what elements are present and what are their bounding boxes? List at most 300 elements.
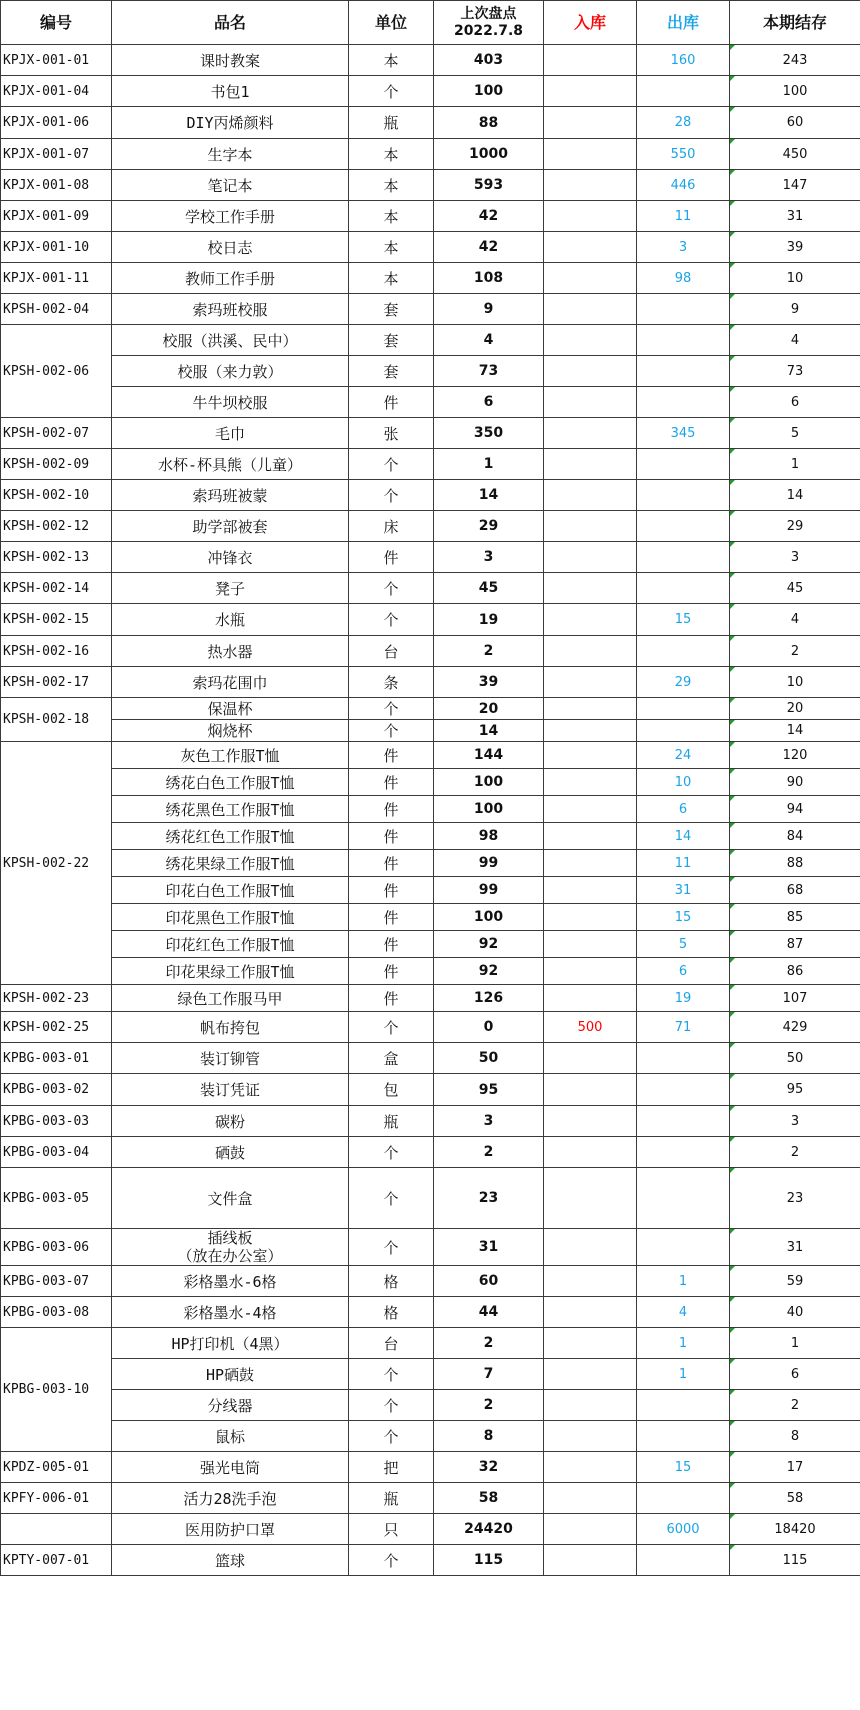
cell-out[interactable] xyxy=(637,573,730,604)
cell-balance[interactable]: 107 xyxy=(730,985,860,1012)
cell-prev-count[interactable]: 350 xyxy=(434,418,544,449)
cell-out[interactable]: 1 xyxy=(637,1359,730,1390)
cell-prev-count[interactable]: 24420 xyxy=(434,1514,544,1545)
header-unit[interactable]: 单位 xyxy=(349,1,434,45)
cell-prev-count[interactable]: 4 xyxy=(434,325,544,356)
cell-prev-count[interactable]: 3 xyxy=(434,542,544,573)
cell-prev-count[interactable]: 2 xyxy=(434,636,544,667)
cell-balance[interactable]: 29 xyxy=(730,511,860,542)
cell-unit[interactable]: 条 xyxy=(349,667,434,698)
cell-unit[interactable]: 套 xyxy=(349,294,434,325)
cell-unit[interactable]: 瓶 xyxy=(349,1106,434,1137)
cell-in[interactable] xyxy=(544,742,637,769)
cell-code[interactable]: KPBG-003-01 xyxy=(1,1043,112,1074)
cell-prev-count[interactable]: 1000 xyxy=(434,139,544,170)
cell-balance[interactable]: 88 xyxy=(730,850,860,877)
cell-in[interactable] xyxy=(544,604,637,636)
cell-item-name[interactable]: 医用防护口罩 xyxy=(112,1514,349,1545)
cell-in[interactable] xyxy=(544,325,637,356)
cell-prev-count[interactable]: 32 xyxy=(434,1452,544,1483)
cell-balance[interactable]: 450 xyxy=(730,139,860,170)
cell-prev-count[interactable]: 92 xyxy=(434,958,544,985)
cell-item-name[interactable]: 印花红色工作服T恤 xyxy=(112,931,349,958)
cell-balance[interactable]: 59 xyxy=(730,1266,860,1297)
cell-item-name[interactable]: 碳粉 xyxy=(112,1106,349,1137)
cell-out[interactable] xyxy=(637,511,730,542)
cell-code[interactable]: KPJX-001-11 xyxy=(1,263,112,294)
cell-unit[interactable]: 个 xyxy=(349,698,434,720)
cell-balance[interactable]: 2 xyxy=(730,1390,860,1421)
cell-out[interactable]: 1 xyxy=(637,1266,730,1297)
cell-unit[interactable]: 台 xyxy=(349,1328,434,1359)
cell-prev-count[interactable]: 99 xyxy=(434,850,544,877)
cell-in[interactable] xyxy=(544,958,637,985)
cell-unit[interactable]: 本 xyxy=(349,263,434,294)
cell-in[interactable] xyxy=(544,511,637,542)
cell-in[interactable] xyxy=(544,796,637,823)
cell-out[interactable] xyxy=(637,1545,730,1576)
cell-unit[interactable]: 个 xyxy=(349,1229,434,1266)
cell-balance[interactable]: 14 xyxy=(730,480,860,511)
cell-item-name[interactable]: 强光电筒 xyxy=(112,1452,349,1483)
cell-in[interactable] xyxy=(544,294,637,325)
cell-out[interactable]: 15 xyxy=(637,1452,730,1483)
cell-balance[interactable]: 5 xyxy=(730,418,860,449)
cell-code[interactable]: KPJX-001-01 xyxy=(1,45,112,76)
cell-item-name[interactable]: 水杯-杯具熊（儿童） xyxy=(112,449,349,480)
cell-prev-count[interactable]: 73 xyxy=(434,356,544,387)
cell-balance[interactable]: 2 xyxy=(730,636,860,667)
cell-out[interactable]: 31 xyxy=(637,877,730,904)
cell-out[interactable] xyxy=(637,325,730,356)
cell-out[interactable] xyxy=(637,720,730,742)
cell-prev-count[interactable]: 7 xyxy=(434,1359,544,1390)
cell-out[interactable]: 550 xyxy=(637,139,730,170)
cell-in[interactable] xyxy=(544,573,637,604)
cell-balance[interactable]: 4 xyxy=(730,325,860,356)
cell-out[interactable] xyxy=(637,1137,730,1168)
cell-in[interactable] xyxy=(544,823,637,850)
cell-in[interactable] xyxy=(544,1168,637,1229)
cell-in[interactable] xyxy=(544,449,637,480)
cell-unit[interactable]: 包 xyxy=(349,1074,434,1106)
cell-item-name[interactable]: 热水器 xyxy=(112,636,349,667)
header-balance[interactable]: 本期结存 xyxy=(730,1,860,45)
cell-code[interactable]: KPSH-002-04 xyxy=(1,294,112,325)
cell-code[interactable]: KPSH-002-17 xyxy=(1,667,112,698)
cell-unit[interactable]: 件 xyxy=(349,823,434,850)
cell-out[interactable]: 6 xyxy=(637,958,730,985)
cell-code[interactable]: KPSH-002-12 xyxy=(1,511,112,542)
cell-unit[interactable]: 个 xyxy=(349,1168,434,1229)
cell-code[interactable]: KPBG-003-03 xyxy=(1,1106,112,1137)
cell-item-name[interactable]: 彩格墨水-6格 xyxy=(112,1266,349,1297)
cell-unit[interactable]: 把 xyxy=(349,1452,434,1483)
cell-balance[interactable]: 39 xyxy=(730,232,860,263)
cell-code[interactable]: KPFY-006-01 xyxy=(1,1483,112,1514)
cell-prev-count[interactable]: 23 xyxy=(434,1168,544,1229)
cell-item-name[interactable]: 印花果绿工作服T恤 xyxy=(112,958,349,985)
cell-item-name[interactable]: 焖烧杯 xyxy=(112,720,349,742)
cell-code[interactable]: KPBG-003-04 xyxy=(1,1137,112,1168)
cell-code[interactable]: KPBG-003-05 xyxy=(1,1168,112,1229)
cell-in[interactable] xyxy=(544,170,637,201)
cell-item-name[interactable]: 课时教案 xyxy=(112,45,349,76)
cell-item-name[interactable]: 索玛花围巾 xyxy=(112,667,349,698)
cell-balance[interactable]: 50 xyxy=(730,1043,860,1074)
cell-balance[interactable]: 100 xyxy=(730,76,860,107)
cell-unit[interactable]: 个 xyxy=(349,573,434,604)
cell-unit[interactable]: 件 xyxy=(349,542,434,573)
cell-item-name[interactable]: 生字本 xyxy=(112,139,349,170)
cell-in[interactable]: 500 xyxy=(544,1012,637,1043)
cell-unit[interactable]: 瓶 xyxy=(349,107,434,139)
cell-out[interactable] xyxy=(637,1421,730,1452)
cell-in[interactable] xyxy=(544,418,637,449)
cell-balance[interactable]: 60 xyxy=(730,107,860,139)
cell-prev-count[interactable]: 108 xyxy=(434,263,544,294)
cell-item-name[interactable]: 绣花白色工作服T恤 xyxy=(112,769,349,796)
cell-in[interactable] xyxy=(544,720,637,742)
cell-item-name[interactable]: 书包1 xyxy=(112,76,349,107)
cell-unit[interactable]: 个 xyxy=(349,720,434,742)
cell-unit[interactable]: 件 xyxy=(349,769,434,796)
cell-item-name[interactable]: 校日志 xyxy=(112,232,349,263)
cell-code[interactable]: KPSH-002-07 xyxy=(1,418,112,449)
cell-prev-count[interactable]: 50 xyxy=(434,1043,544,1074)
cell-prev-count[interactable]: 2 xyxy=(434,1137,544,1168)
cell-in[interactable] xyxy=(544,636,637,667)
cell-prev-count[interactable]: 1 xyxy=(434,449,544,480)
cell-item-name[interactable]: 绣花果绿工作服T恤 xyxy=(112,850,349,877)
cell-item-name[interactable]: 绣花红色工作服T恤 xyxy=(112,823,349,850)
cell-balance[interactable]: 14 xyxy=(730,720,860,742)
cell-balance[interactable]: 94 xyxy=(730,796,860,823)
cell-out[interactable] xyxy=(637,1390,730,1421)
cell-code[interactable]: KPBG-003-02 xyxy=(1,1074,112,1106)
cell-item-name[interactable]: 索玛班被蒙 xyxy=(112,480,349,511)
cell-code[interactable]: KPSH-002-10 xyxy=(1,480,112,511)
cell-code[interactable]: KPJX-001-10 xyxy=(1,232,112,263)
cell-code[interactable]: KPSH-002-25 xyxy=(1,1012,112,1043)
cell-unit[interactable]: 本 xyxy=(349,232,434,263)
cell-code[interactable]: KPJX-001-07 xyxy=(1,139,112,170)
cell-balance[interactable]: 2 xyxy=(730,1137,860,1168)
cell-unit[interactable]: 个 xyxy=(349,1390,434,1421)
cell-item-name[interactable]: 校服（来力敦） xyxy=(112,356,349,387)
cell-out[interactable]: 28 xyxy=(637,107,730,139)
cell-out[interactable] xyxy=(637,1229,730,1266)
cell-prev-count[interactable]: 2 xyxy=(434,1390,544,1421)
cell-in[interactable] xyxy=(544,1328,637,1359)
cell-out[interactable]: 11 xyxy=(637,201,730,232)
cell-out[interactable] xyxy=(637,542,730,573)
cell-code[interactable]: KPBG-003-07 xyxy=(1,1266,112,1297)
cell-item-name[interactable]: 毛巾 xyxy=(112,418,349,449)
cell-item-name[interactable]: 印花白色工作服T恤 xyxy=(112,877,349,904)
cell-prev-count[interactable]: 100 xyxy=(434,76,544,107)
cell-prev-count[interactable]: 42 xyxy=(434,232,544,263)
cell-out[interactable] xyxy=(637,1168,730,1229)
cell-prev-count[interactable]: 60 xyxy=(434,1266,544,1297)
cell-item-name[interactable]: 校服（洪溪、民中） xyxy=(112,325,349,356)
cell-in[interactable] xyxy=(544,480,637,511)
cell-prev-count[interactable]: 20 xyxy=(434,698,544,720)
cell-item-name[interactable]: 水瓶 xyxy=(112,604,349,636)
cell-item-name[interactable]: 保温杯 xyxy=(112,698,349,720)
header-in[interactable]: 入库 xyxy=(544,1,637,45)
cell-balance[interactable]: 90 xyxy=(730,769,860,796)
cell-unit[interactable]: 本 xyxy=(349,139,434,170)
cell-out[interactable] xyxy=(637,449,730,480)
header-prev-count[interactable] xyxy=(434,1,544,45)
cell-balance[interactable]: 17 xyxy=(730,1452,860,1483)
cell-item-name[interactable]: 教师工作手册 xyxy=(112,263,349,294)
cell-prev-count[interactable]: 100 xyxy=(434,904,544,931)
cell-code[interactable]: KPTY-007-01 xyxy=(1,1545,112,1576)
cell-out[interactable]: 14 xyxy=(637,823,730,850)
cell-out[interactable] xyxy=(637,1106,730,1137)
cell-code[interactable]: KPSH-002-06 xyxy=(1,325,112,418)
cell-unit[interactable]: 件 xyxy=(349,985,434,1012)
cell-item-name[interactable]: HP打印机（4黑） xyxy=(112,1328,349,1359)
cell-code[interactable]: KPSH-002-22 xyxy=(1,742,112,985)
cell-in[interactable] xyxy=(544,667,637,698)
cell-in[interactable] xyxy=(544,1483,637,1514)
cell-unit[interactable]: 个 xyxy=(349,480,434,511)
cell-unit[interactable]: 本 xyxy=(349,45,434,76)
cell-out[interactable]: 6000 xyxy=(637,1514,730,1545)
cell-prev-count[interactable]: 14 xyxy=(434,720,544,742)
cell-code[interactable]: KPBG-003-06 xyxy=(1,1229,112,1266)
cell-unit[interactable]: 件 xyxy=(349,796,434,823)
cell-unit[interactable]: 套 xyxy=(349,356,434,387)
cell-balance[interactable]: 95 xyxy=(730,1074,860,1106)
cell-code[interactable]: KPSH-002-23 xyxy=(1,985,112,1012)
cell-in[interactable] xyxy=(544,107,637,139)
cell-prev-count[interactable]: 115 xyxy=(434,1545,544,1576)
cell-unit[interactable]: 件 xyxy=(349,850,434,877)
cell-balance[interactable]: 85 xyxy=(730,904,860,931)
cell-item-name[interactable]: 鼠标 xyxy=(112,1421,349,1452)
cell-unit[interactable]: 个 xyxy=(349,1421,434,1452)
cell-balance[interactable]: 1 xyxy=(730,449,860,480)
cell-item-name[interactable]: 绿色工作服马甲 xyxy=(112,985,349,1012)
cell-code[interactable]: KPBG-003-10 xyxy=(1,1328,112,1452)
cell-out[interactable]: 98 xyxy=(637,263,730,294)
cell-code[interactable]: KPJX-001-06 xyxy=(1,107,112,139)
cell-balance[interactable]: 40 xyxy=(730,1297,860,1328)
cell-balance[interactable]: 429 xyxy=(730,1012,860,1043)
cell-out[interactable]: 71 xyxy=(637,1012,730,1043)
cell-prev-count[interactable]: 2 xyxy=(434,1328,544,1359)
cell-balance[interactable]: 6 xyxy=(730,1359,860,1390)
cell-item-name[interactable]: 彩格墨水-4格 xyxy=(112,1297,349,1328)
cell-unit[interactable]: 只 xyxy=(349,1514,434,1545)
cell-item-name[interactable]: 灰色工作服T恤 xyxy=(112,742,349,769)
cell-out[interactable]: 3 xyxy=(637,232,730,263)
cell-prev-count[interactable]: 593 xyxy=(434,170,544,201)
cell-out[interactable] xyxy=(637,1043,730,1074)
cell-prev-count[interactable]: 6 xyxy=(434,387,544,418)
cell-prev-count[interactable]: 403 xyxy=(434,45,544,76)
cell-code[interactable]: KPBG-003-08 xyxy=(1,1297,112,1328)
cell-unit[interactable]: 瓶 xyxy=(349,1483,434,1514)
cell-out[interactable] xyxy=(637,294,730,325)
cell-out[interactable] xyxy=(637,356,730,387)
cell-balance[interactable]: 10 xyxy=(730,263,860,294)
cell-in[interactable] xyxy=(544,263,637,294)
cell-out[interactable] xyxy=(637,387,730,418)
cell-unit[interactable]: 台 xyxy=(349,636,434,667)
cell-in[interactable] xyxy=(544,904,637,931)
cell-out[interactable] xyxy=(637,698,730,720)
header-name[interactable]: 品名 xyxy=(112,1,349,45)
cell-prev-count[interactable]: 92 xyxy=(434,931,544,958)
cell-prev-count[interactable]: 42 xyxy=(434,201,544,232)
cell-item-name[interactable]: HP硒鼓 xyxy=(112,1359,349,1390)
cell-in[interactable] xyxy=(544,1106,637,1137)
cell-balance[interactable]: 1 xyxy=(730,1328,860,1359)
cell-item-name[interactable]: 牛牛坝校服 xyxy=(112,387,349,418)
header-out[interactable]: 出库 xyxy=(637,1,730,45)
cell-prev-count[interactable]: 45 xyxy=(434,573,544,604)
cell-out[interactable] xyxy=(637,480,730,511)
cell-prev-count[interactable]: 58 xyxy=(434,1483,544,1514)
cell-unit[interactable]: 件 xyxy=(349,904,434,931)
cell-out[interactable] xyxy=(637,1074,730,1106)
cell-balance[interactable]: 147 xyxy=(730,170,860,201)
cell-in[interactable] xyxy=(544,1421,637,1452)
cell-item-name[interactable]: 文件盒 xyxy=(112,1168,349,1229)
cell-balance[interactable]: 4 xyxy=(730,604,860,636)
cell-prev-count[interactable]: 44 xyxy=(434,1297,544,1328)
cell-prev-count[interactable]: 88 xyxy=(434,107,544,139)
cell-prev-count[interactable]: 31 xyxy=(434,1229,544,1266)
cell-item-name[interactable]: 助学部被套 xyxy=(112,511,349,542)
cell-code[interactable]: KPSH-002-15 xyxy=(1,604,112,636)
cell-in[interactable] xyxy=(544,1545,637,1576)
cell-prev-count[interactable]: 144 xyxy=(434,742,544,769)
cell-prev-count[interactable]: 8 xyxy=(434,1421,544,1452)
cell-in[interactable] xyxy=(544,1043,637,1074)
cell-code[interactable]: KPSH-002-16 xyxy=(1,636,112,667)
cell-item-name[interactable]: 分线器 xyxy=(112,1390,349,1421)
cell-in[interactable] xyxy=(544,387,637,418)
cell-prev-count[interactable]: 3 xyxy=(434,1106,544,1137)
cell-balance[interactable]: 31 xyxy=(730,201,860,232)
cell-out[interactable] xyxy=(637,636,730,667)
cell-unit[interactable]: 格 xyxy=(349,1266,434,1297)
cell-code[interactable]: KPJX-001-04 xyxy=(1,76,112,107)
cell-prev-count[interactable]: 99 xyxy=(434,877,544,904)
cell-out[interactable]: 4 xyxy=(637,1297,730,1328)
cell-balance[interactable]: 20 xyxy=(730,698,860,720)
cell-unit[interactable]: 个 xyxy=(349,604,434,636)
cell-in[interactable] xyxy=(544,1452,637,1483)
cell-out[interactable]: 345 xyxy=(637,418,730,449)
cell-balance[interactable]: 3 xyxy=(730,542,860,573)
cell-out[interactable]: 160 xyxy=(637,45,730,76)
cell-code[interactable]: KPJX-001-09 xyxy=(1,201,112,232)
cell-unit[interactable]: 盒 xyxy=(349,1043,434,1074)
cell-unit[interactable]: 件 xyxy=(349,742,434,769)
cell-unit[interactable]: 件 xyxy=(349,877,434,904)
header-code[interactable]: 编号 xyxy=(1,1,112,45)
cell-unit[interactable]: 格 xyxy=(349,1297,434,1328)
cell-prev-count[interactable]: 98 xyxy=(434,823,544,850)
cell-item-name[interactable]: 学校工作手册 xyxy=(112,201,349,232)
cell-item-name[interactable]: 装订铆管 xyxy=(112,1043,349,1074)
cell-in[interactable] xyxy=(544,931,637,958)
cell-out[interactable]: 19 xyxy=(637,985,730,1012)
cell-in[interactable] xyxy=(544,1074,637,1106)
cell-in[interactable] xyxy=(544,232,637,263)
cell-prev-count[interactable]: 100 xyxy=(434,769,544,796)
cell-unit[interactable]: 个 xyxy=(349,1137,434,1168)
cell-out[interactable]: 5 xyxy=(637,931,730,958)
cell-unit[interactable]: 张 xyxy=(349,418,434,449)
cell-item-name[interactable]: 笔记本 xyxy=(112,170,349,201)
cell-item-name[interactable]: 索玛班校服 xyxy=(112,294,349,325)
cell-item-name[interactable]: 帆布挎包 xyxy=(112,1012,349,1043)
cell-out[interactable] xyxy=(637,76,730,107)
cell-item-name[interactable]: 凳子 xyxy=(112,573,349,604)
cell-out[interactable]: 11 xyxy=(637,850,730,877)
cell-balance[interactable]: 86 xyxy=(730,958,860,985)
cell-item-name[interactable]: 活力28洗手泡 xyxy=(112,1483,349,1514)
cell-in[interactable] xyxy=(544,1390,637,1421)
cell-unit[interactable]: 本 xyxy=(349,170,434,201)
cell-out[interactable]: 29 xyxy=(637,667,730,698)
cell-in[interactable] xyxy=(544,45,637,76)
cell-item-name[interactable]: DIY丙烯颜料 xyxy=(112,107,349,139)
cell-item-name[interactable]: 硒鼓 xyxy=(112,1137,349,1168)
cell-prev-count[interactable]: 29 xyxy=(434,511,544,542)
cell-unit[interactable]: 件 xyxy=(349,387,434,418)
cell-balance[interactable]: 6 xyxy=(730,387,860,418)
cell-balance[interactable]: 243 xyxy=(730,45,860,76)
cell-in[interactable] xyxy=(544,698,637,720)
cell-prev-count[interactable]: 39 xyxy=(434,667,544,698)
cell-out[interactable]: 10 xyxy=(637,769,730,796)
cell-balance[interactable]: 18420 xyxy=(730,1514,860,1545)
cell-unit[interactable]: 个 xyxy=(349,1012,434,1043)
cell-item-name[interactable]: 篮球 xyxy=(112,1545,349,1576)
cell-in[interactable] xyxy=(544,1297,637,1328)
cell-balance[interactable]: 68 xyxy=(730,877,860,904)
cell-unit[interactable]: 床 xyxy=(349,511,434,542)
cell-balance[interactable]: 45 xyxy=(730,573,860,604)
cell-unit[interactable]: 个 xyxy=(349,449,434,480)
cell-code[interactable]: KPSH-002-09 xyxy=(1,449,112,480)
cell-unit[interactable]: 件 xyxy=(349,931,434,958)
cell-in[interactable] xyxy=(544,769,637,796)
cell-unit[interactable]: 个 xyxy=(349,1359,434,1390)
cell-in[interactable] xyxy=(544,76,637,107)
cell-balance[interactable]: 73 xyxy=(730,356,860,387)
cell-item-name[interactable]: 装订凭证 xyxy=(112,1074,349,1106)
cell-unit[interactable]: 套 xyxy=(349,325,434,356)
cell-prev-count[interactable]: 0 xyxy=(434,1012,544,1043)
cell-unit[interactable]: 个 xyxy=(349,76,434,107)
cell-unit[interactable]: 本 xyxy=(349,201,434,232)
cell-in[interactable] xyxy=(544,1137,637,1168)
cell-item-name[interactable]: 印花黑色工作服T恤 xyxy=(112,904,349,931)
cell-code[interactable] xyxy=(1,1514,112,1545)
cell-in[interactable] xyxy=(544,542,637,573)
cell-prev-count[interactable]: 14 xyxy=(434,480,544,511)
